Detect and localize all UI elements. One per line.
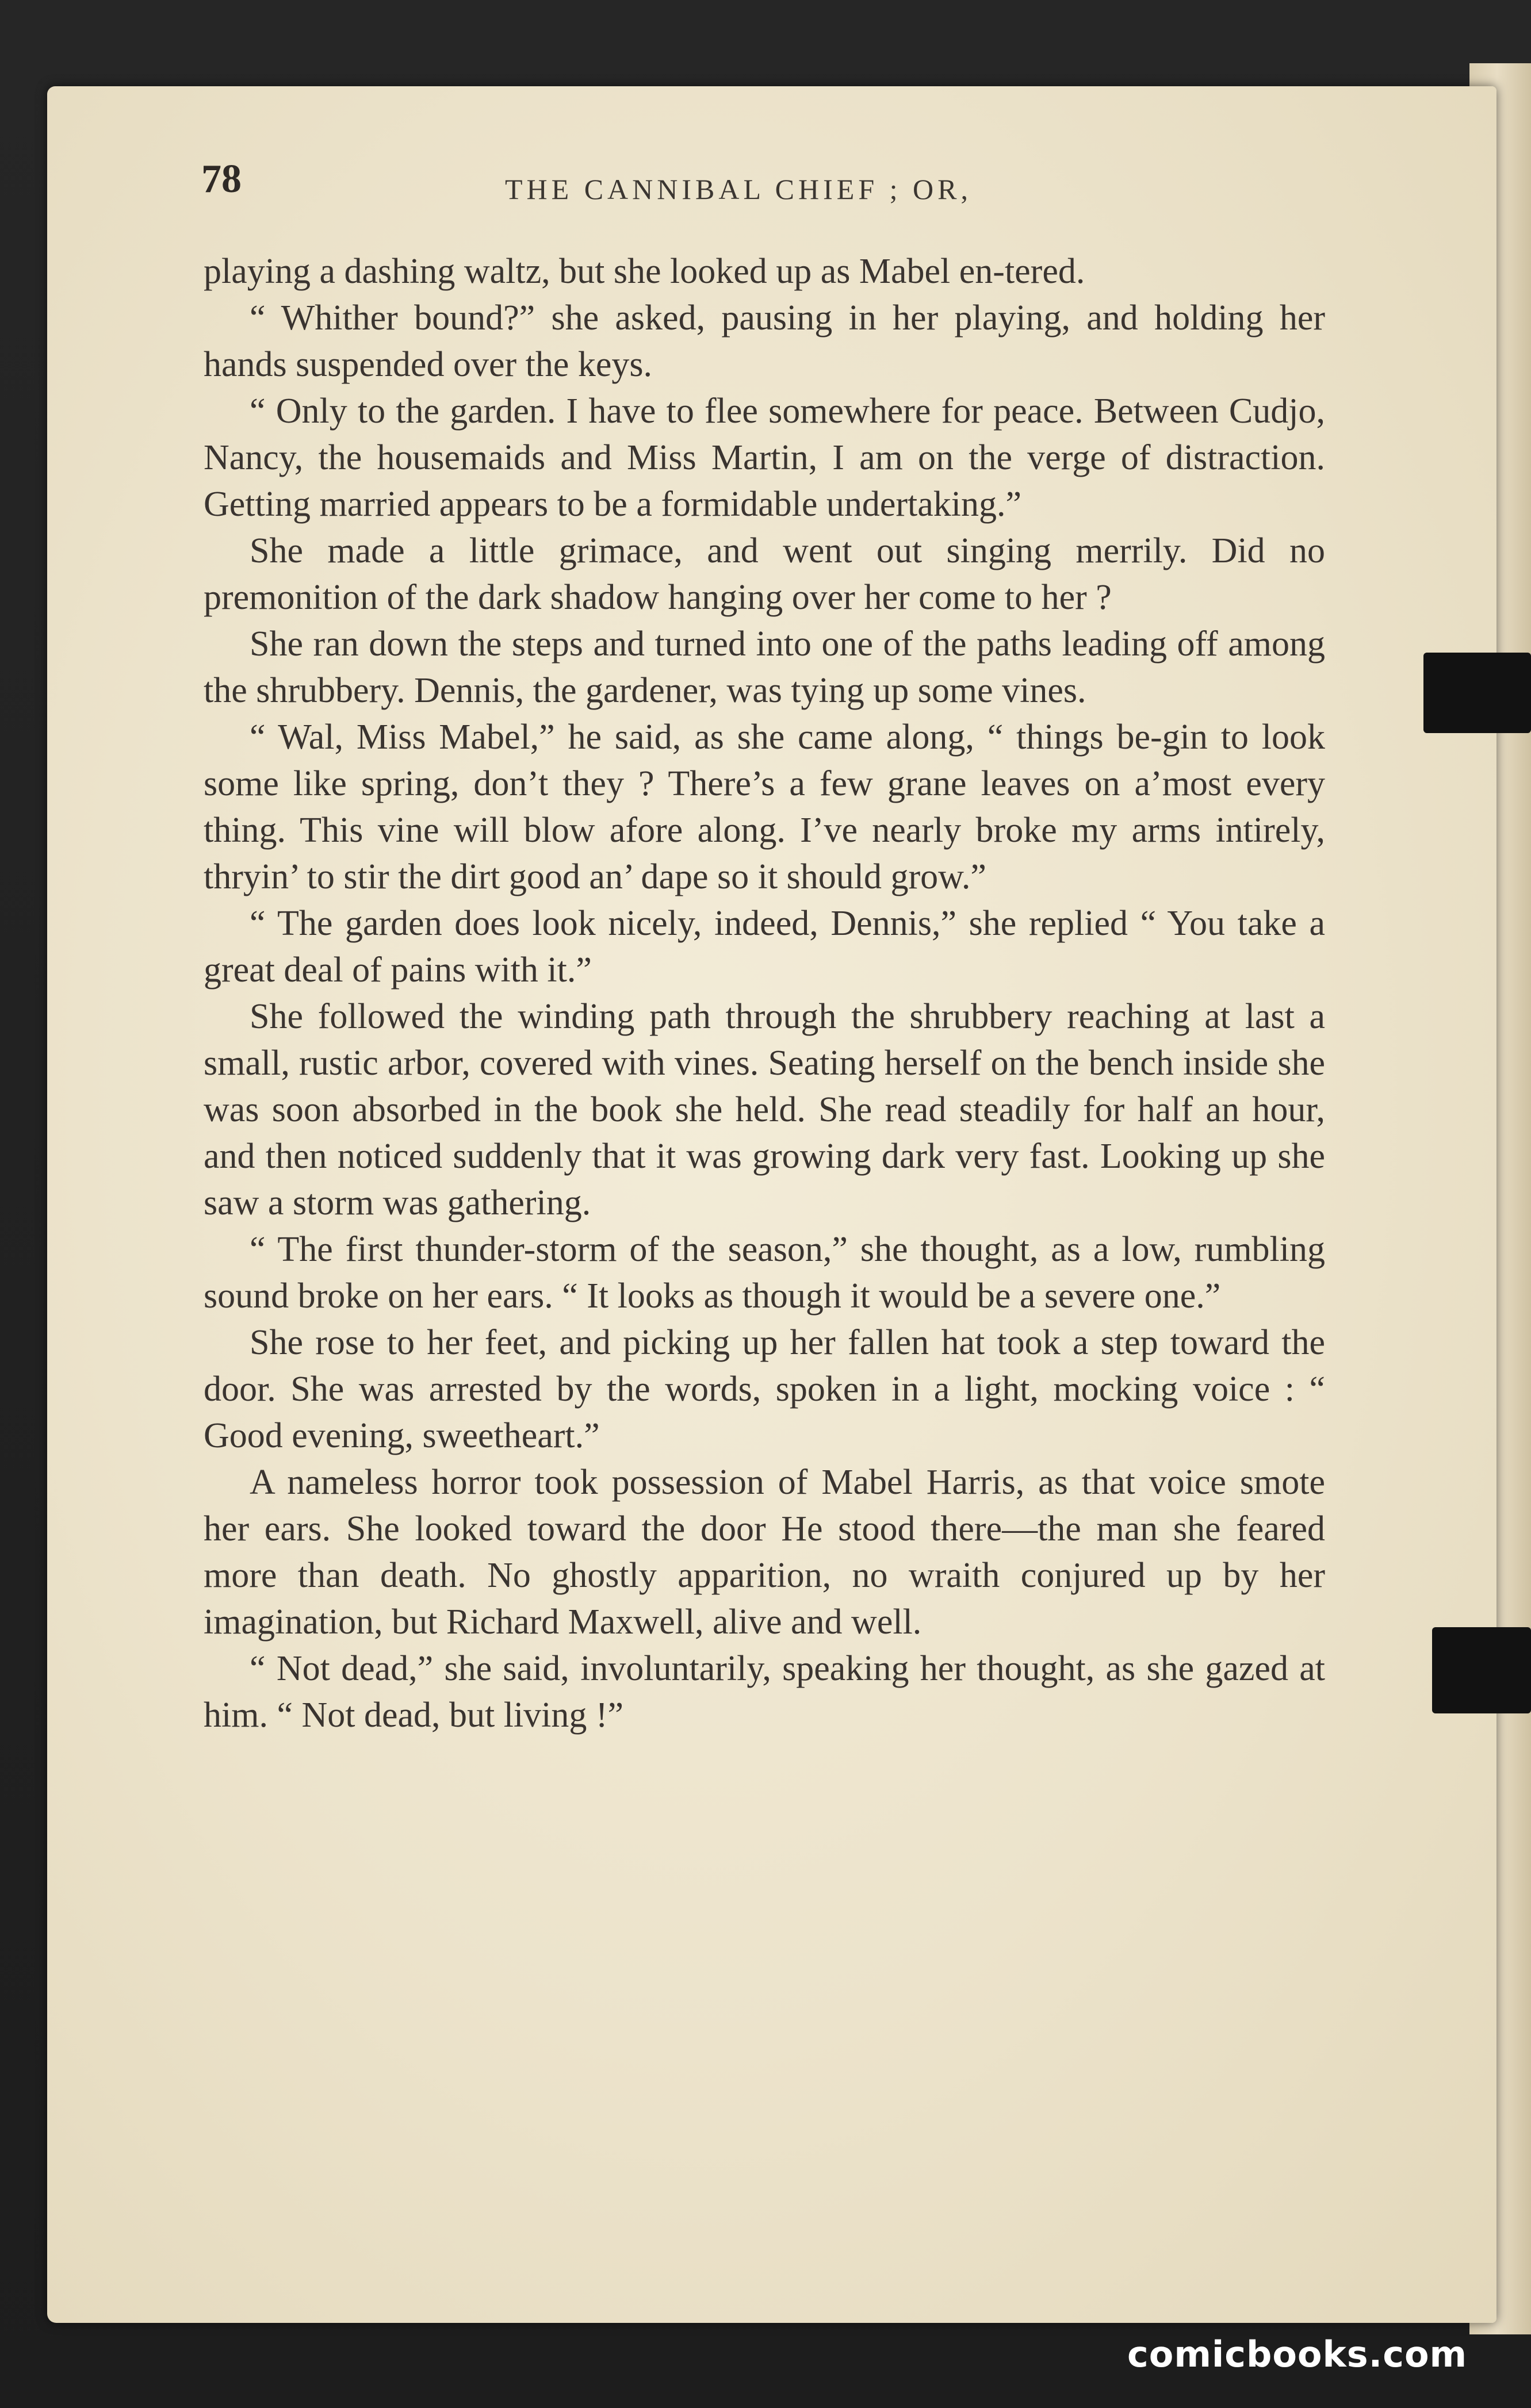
body-text [204, 248, 1325, 1739]
site-watermark: comicbooks.com [1127, 2333, 1468, 2375]
paragraph: “ Wal, Miss Mabel,” he said, as she came along, “ things be-gin to look some like spring, don’t they ? There’s a few grane leaves on a’most every thing. This vine will blow afore along. I’ve nearly broke my arms intirely, thryin’ to stir the dirt good an’ dape so it should grow.” [204, 718, 1325, 896]
paragraph: A nameless horror took possession of Mabel Harris, as that voice smote her ears. She looked toward the door He stood there—the man she feared more than death. No ghostly apparition, no wraith conjured up by her imagination, but Richard Maxwell, alive and well. [204, 1463, 1325, 1642]
paragraph: “ Not dead,” she said, involuntarily, speaking her thought, as she gazed at him. “ Not dead, but living !” [204, 1649, 1325, 1735]
paragraph: “ The garden does look nicely, indeed, Dennis,” she replied “ You take a great deal of pains with it.” [204, 904, 1325, 990]
paragraph: She made a little grimace, and went out singing merrily. Did no premonition of the dark shadow hanging over her come to her ? [204, 531, 1325, 617]
paragraph: She ran down the steps and turned into one of the paths leading off among the shrubbery. Dennis, the gardener, was tying up some vines. [204, 624, 1325, 710]
paragraph: “ Only to the garden. I have to flee somewhere for peace. Between Cudjo, Nancy, the housemaids and Miss Martin, I am on the verge of distraction. Getting married appears to be a formidable undertaking.” [204, 392, 1325, 524]
paragraph: “ The first thunder-storm of the season,” she thought, as a low, rumbling sound broke on her ears. “ It looks as though it would be a severe one.” [204, 1230, 1325, 1316]
page-number: 78 [201, 157, 242, 201]
paragraph: “ Whither bound?” she asked, pausing in her playing, and holding her hands suspended over the keys. [204, 298, 1325, 384]
paragraph: She followed the winding path through the shrubbery reaching at last a small, rustic arbor, covered with vines. Seating herself on the bench inside she was soon absorbed in the book she held. She read steadily for half an hour, and then noticed suddenly that it was growing dark very fast. Looking up she saw a storm was gathering. [204, 997, 1325, 1222]
binding-tab-mark [1423, 653, 1531, 733]
running-title: THE CANNIBAL CHIEF ; OR, [505, 173, 972, 205]
paragraph: She rose to her feet, and picking up her fallen hat took a step toward the door. She was arrested by the words, spoken in a light, mocking voice : “ Good evening, sweetheart.” [204, 1323, 1325, 1455]
binding-tab-mark [1432, 1627, 1531, 1713]
paragraph: playing a dashing waltz, but she looked up as Mabel en-tered. [204, 252, 1085, 291]
